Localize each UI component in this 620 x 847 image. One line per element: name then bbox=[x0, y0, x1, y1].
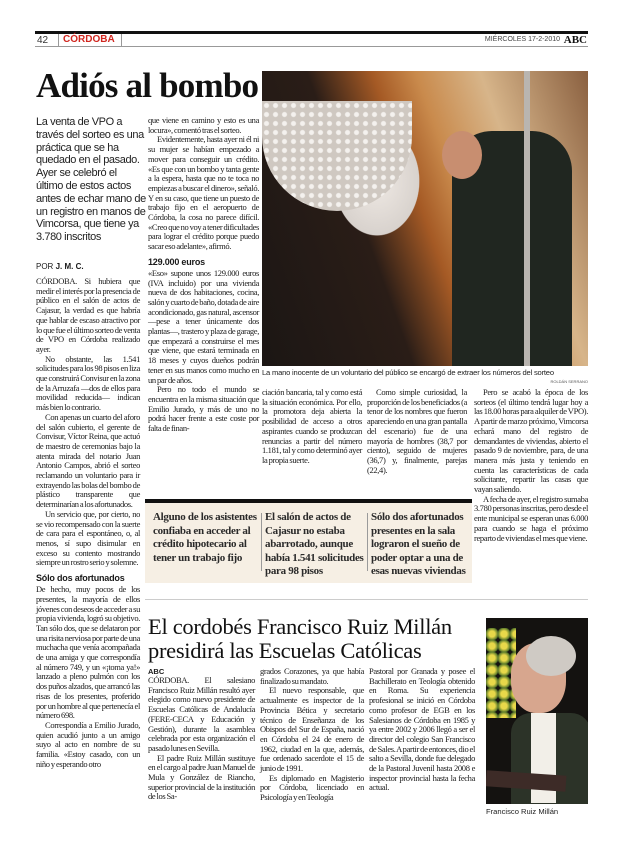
headline-line: El cordobés Francisco Ruiz Millán bbox=[148, 614, 452, 639]
issue-date: MIÉRCOLES 17-2-2010 bbox=[484, 36, 560, 43]
volunteer-head bbox=[442, 131, 482, 179]
drum-stand bbox=[524, 71, 530, 366]
paragraph: Correspondía a Emilio Jurado, quien acudió junto a un amigo suyo al acto en nombre de su familia. «Estoy casado, con un niño y esperando otro bbox=[36, 719, 140, 769]
paragraph: «Eso» supone unos 129.000 euros (IVA incluido) por una vivienda nueva de dos habitaciones, cocina, salón y cuarto de baño, dotada de aire acondicionado, gas natural, ascensor —pese a tener únicamente dos plantas—, trastero y plaza de garage, que empezará a construirse el mes que viene, que estará terminada en 18 meses y cuyos dueños podrán tener en sus manos como mucho en un par de años. bbox=[148, 267, 259, 385]
portrait-photo bbox=[486, 618, 588, 804]
paragraph: El padre Ruiz Millán sustituye en el cargo al padre Juan Manuel de Mula y González de Riancho, superior provincial de la institución de los Sa- bbox=[148, 752, 255, 802]
article-deck: La venta de VPO a través del sorteo es una práctica que se ha quedado en el pasado. Ayer se celebró el último de estos actos antes de echar mano de un registro en manos de Vimcorsa, que tiene ya 3.780 inscritos bbox=[36, 116, 146, 244]
paragraph: De hecho, muy pocos de los presentes, la mayoría de ellos jóvenes con deseos de acceder a su propia vivienda, logró su objetivo. Tan sólo dos, que se delataron por una risita nerviosa por parte de una muchacha que venía acompañada de una amiga y que correspondía al número 749, y un «¡toma ya!» lanzado a pleno pulmón con los dos puños alzados, que arrancó las risas de los presentes, proferido por un hombre al que pertenecía el número 698. bbox=[36, 584, 140, 721]
article2-column-3 bbox=[369, 667, 475, 793]
quote-divider bbox=[367, 513, 368, 571]
paragraph: grados Corazones, ya que había finalizado su mandato. bbox=[260, 666, 364, 686]
paragraph: Como simple curiosidad, la proporción de los beneficiados (a tenor de los nombres que fueron apareciendo en una gran pantalla del escenario) fue de una mayoría de hombres (38,7 por ciento), seguido de mujeres (36,7) y, finalmente, parejas (22,4). bbox=[367, 387, 467, 475]
paragraph: CÓRDOBA. Si hubiera que medir el interés por la presencia de público en el salón de actos de Cajasur, la verdad es que habría que hablar de escaso atractivo por lo que fue el último sorteo de venta de VPO en Córdoba realizado ayer. bbox=[36, 276, 140, 354]
article2-headline bbox=[148, 615, 452, 663]
byline-prefix: POR bbox=[36, 262, 54, 271]
paragraph: A fecha de ayer, el registro sumaba 3.780 personas inscritas, pero desde el ente municipal se esperan unas 6.000 para cuando se haga el próximo reparto de viviendas el mes que viene. bbox=[474, 493, 588, 543]
section-label[interactable]: CÓRDOBA bbox=[58, 34, 122, 46]
portrait-caption: Francisco Ruiz Millán bbox=[486, 807, 559, 816]
paragraph: que viene en camino y esto es una locura», comentó tras el sorteo. bbox=[148, 115, 259, 135]
article2-column-2 bbox=[260, 667, 364, 803]
subheading: 129.000 euros bbox=[148, 256, 205, 267]
paragraph: Con apenas un cuarto del aforo del salón cubierto, el gerente de Convisur, Víctor Reina, que actuó de maestro de ceremonias bajo la atenta mirada del notario Juan Antonio Campos, abrió el sorteo reclamando un voluntario para ir extrayendo las bolas del bombo de plástico transparente que determinarían a los afortunados. bbox=[36, 411, 140, 510]
paragraph: Pero se acabó la época de los sorteos (el último tendrá lugar hoy a las 18.00 horas para alquiler de VPO). A partir de marzo próximo, Vimcorsa echará mano del registro de demandantes de viviendas, abierto el pasado 9 de noviembre, para, de una manera más justa y teniendo en cuenta las características de cada solicitante, repartir las casas que vayan saliendo. bbox=[474, 387, 588, 495]
article-column-3 bbox=[262, 388, 362, 466]
paragraph: Evidentemente, hasta ayer ni él ni su mujer se habían empezado a mover para conseguir un crédito. «Es que con un bombo y tanta gente a la espera, hasta que no te toca no empiezas a buscar el dinero», señaló. Y en su caso, que tiene un puesto de trabajo fijo en el aeropuerto de Córdoba, la cosa no parece difícil. «Creo que no voy a tener dificultades para lograr el crédito porque puedo sacar eso adelante», afirmó. bbox=[148, 134, 259, 252]
headline-line: presidirá las Escuelas Católicas bbox=[148, 638, 422, 663]
photo-caption: La mano inocente de un voluntario del público se encargó de extraer los números del sorteo bbox=[262, 368, 554, 377]
page-number: 42 bbox=[37, 35, 49, 46]
paragraph: ciación bancaria, tal y como está la situación económica. Por ello, la promotora deja abierta la posibilidad de acceso a otros aspirantes cuando se produzcan renuncias a partir del número 1.181, tal y como determinó ayer la propia suerte. bbox=[262, 387, 362, 465]
photo-credit: ROLDÁN SERRANO bbox=[550, 379, 588, 384]
paragraph: Un servicio que, por cierto, no se vio recompensado con la suerte de cara para el espontáneo, o, al menos, sí supo disimular en exceso su contento mostrando siempre un rostro serio y solemne. bbox=[36, 508, 140, 568]
pull-quote: Sólo dos afortunados presentes en la sala lograron el sueño de poder optar a una de esas nuevas viviendas bbox=[371, 511, 466, 577]
article2-column-1 bbox=[148, 667, 255, 802]
pull-quotes-box bbox=[145, 503, 472, 583]
paragraph: Pastoral por Granada y posee el Bachillerato en Teología obtenido en Roma. Su experiencia profesional se inició en Córdoba como profesor de EGB en los Salesianos de Córdoba en 1985 y ya entre 2002 y 2006 llegó a ser el director del colegio San Francisco de Sales. A partir de entonces, dio el salto a Sevilla, donde fue delegado de la Pastoral Juvenil hasta 2008 e inspector provincial hasta la fecha actual. bbox=[369, 666, 475, 793]
pull-quote: El salón de actos de Cajasur no estaba abarrotado, aunque había 1.541 solicitudes para 98 pisos bbox=[265, 511, 364, 577]
paragraph: No obstante, las 1.541 solicitudes para los 98 pisos en liza que construirá Convisur en la zona de la Arruzafa —dos de ellos para movilidad reducida— indican más bien lo contrario. bbox=[36, 353, 140, 413]
newspaper-logo: ABC bbox=[563, 34, 587, 46]
byline-author: J. M. C. bbox=[55, 262, 84, 271]
lottery-balls bbox=[262, 101, 412, 211]
subheading: Sólo dos afortunados bbox=[36, 573, 125, 584]
byline: ABC bbox=[148, 667, 165, 676]
article-column-1 bbox=[36, 262, 140, 769]
quote-divider bbox=[261, 513, 262, 571]
byline bbox=[36, 262, 140, 271]
article-separator bbox=[145, 599, 588, 600]
header-divider bbox=[35, 46, 588, 47]
article-column-5 bbox=[474, 388, 588, 543]
paragraph: El nuevo responsable, que actualmente es inspector de la Provincia Bética y secretario técnico de Enseñanza de los Obispos del Sur de España, nació en Córdoba el 24 de enero de 1962, ciudad en la que, además, fue ordenado sacerdote el 15 de junio de 1991. bbox=[260, 685, 364, 774]
paragraph: Es diplomado en Magisterio por Córdoba, licenciado en Psicología y en Teología bbox=[260, 772, 364, 803]
lottery-drum-photo bbox=[262, 71, 588, 366]
hair bbox=[526, 636, 576, 676]
article-column-2 bbox=[148, 116, 259, 434]
pull-quote: Alguno de los asistentes confiaba en acceder al crédito hipotecario al tener un trabajo fijo bbox=[153, 511, 257, 564]
paragraph: CÓRDOBA. El salesiano Francisco Ruiz Millán resultó ayer elegido como nuevo presidente de Escuelas Católicas de Andalucía (FERE-CECA y Educación y Gestión), durante la asamblea celebrada por esta organización el pasado lunes en Sevilla. bbox=[148, 675, 255, 753]
paragraph: Pero no todo el mundo se encuentra en la misma situación que Emilio Jurado, y más de uno no podrá hacer frente a este coste por falta de finan- bbox=[148, 384, 259, 434]
article-headline: Adiós al bombo bbox=[36, 66, 259, 105]
article-column-4 bbox=[367, 388, 467, 475]
